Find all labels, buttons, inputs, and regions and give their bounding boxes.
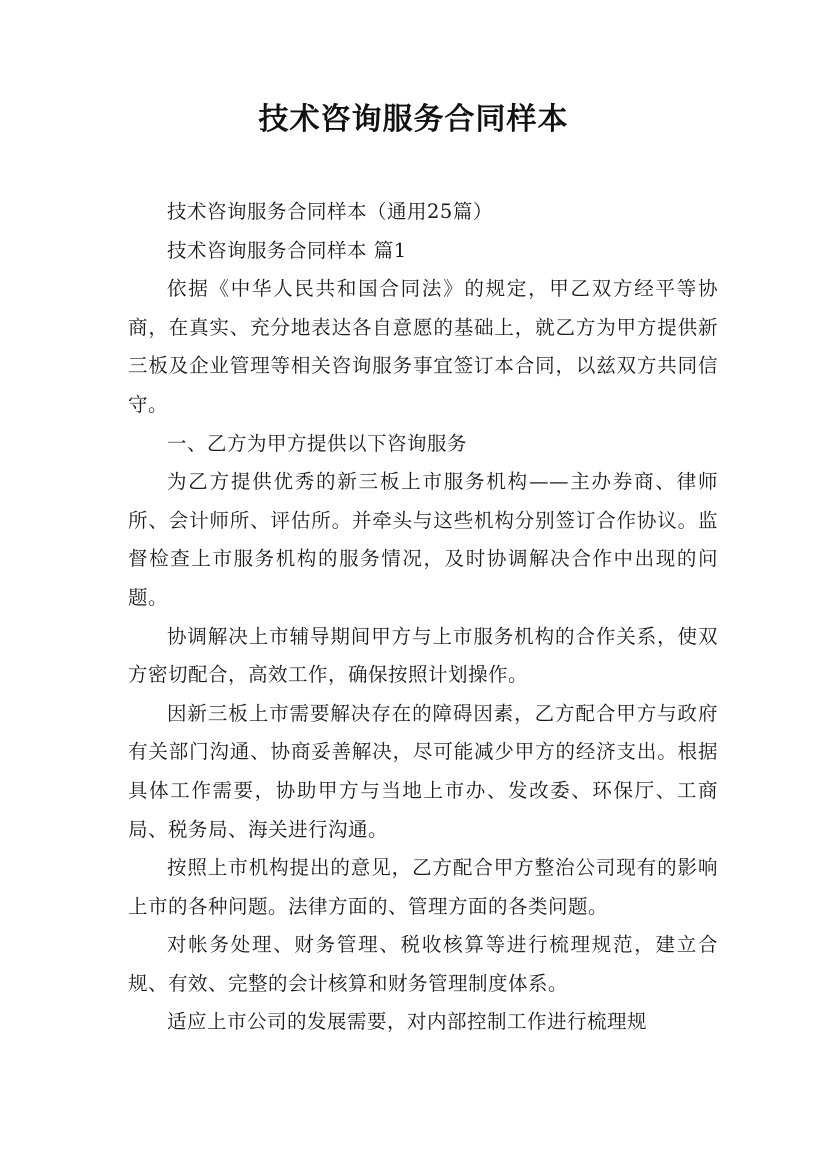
paragraph: 为乙方提供优秀的新三板上市服务机构——主办券商、律师所、会计师所、评估所。并牵头与这些机构分别签订合作协议。监督检查上市服务机构的服务情况，及时协调解决合作中出现的问题。 (128, 470, 718, 609)
paragraph: 对帐务处理、财务管理、税收核算等进行梳理规范，建立合规、有效、完整的会计核算和财务管理制度体系。 (128, 933, 718, 995)
paragraph: 适应上市公司的发展需要，对内部控制工作进行梳理规 (167, 1010, 648, 1034)
paragraph-clause-heading: 一、乙方为甲方提供以下咨询服务 (167, 431, 468, 455)
paragraph: 因新三板上市需要解决存在的障碍因素，乙方配合甲方与政府有关部门沟通、协商妥善解决，尽可能减少甲方的经济支出。根据具体工作需要，协助甲方与当地上市办、发改委、环保厅、工商局、税务局、海关进行沟通。 (128, 701, 718, 841)
document-body (128, 193, 718, 1042)
document-title: 技术咨询服务合同样本 (258, 102, 569, 137)
paragraph-section-heading: 技术咨询服务合同样本 篇1 (167, 238, 407, 262)
paragraph: 按照上市机构提出的意见，乙方配合甲方整治公司现有的影响上市的各种问题。法律方面的、管理方面的各类问题。 (128, 856, 718, 918)
paragraph: 依据《中华人民共和国合同法》的规定，甲乙双方经平等协商，在真实、充分地表达各自意愿的基础上，就乙方为甲方提供新三板及企业管理等相关咨询服务事宜签订本合同，以兹双方共同信守。 (128, 277, 718, 416)
paragraph: 协调解决上市辅导期间甲方与上市服务机构的合作关系，使双方密切配合，高效工作，确保按照计划操作。 (128, 624, 718, 687)
paragraph-subtitle: 技术咨询服务合同样本（通用25篇） (167, 200, 493, 223)
